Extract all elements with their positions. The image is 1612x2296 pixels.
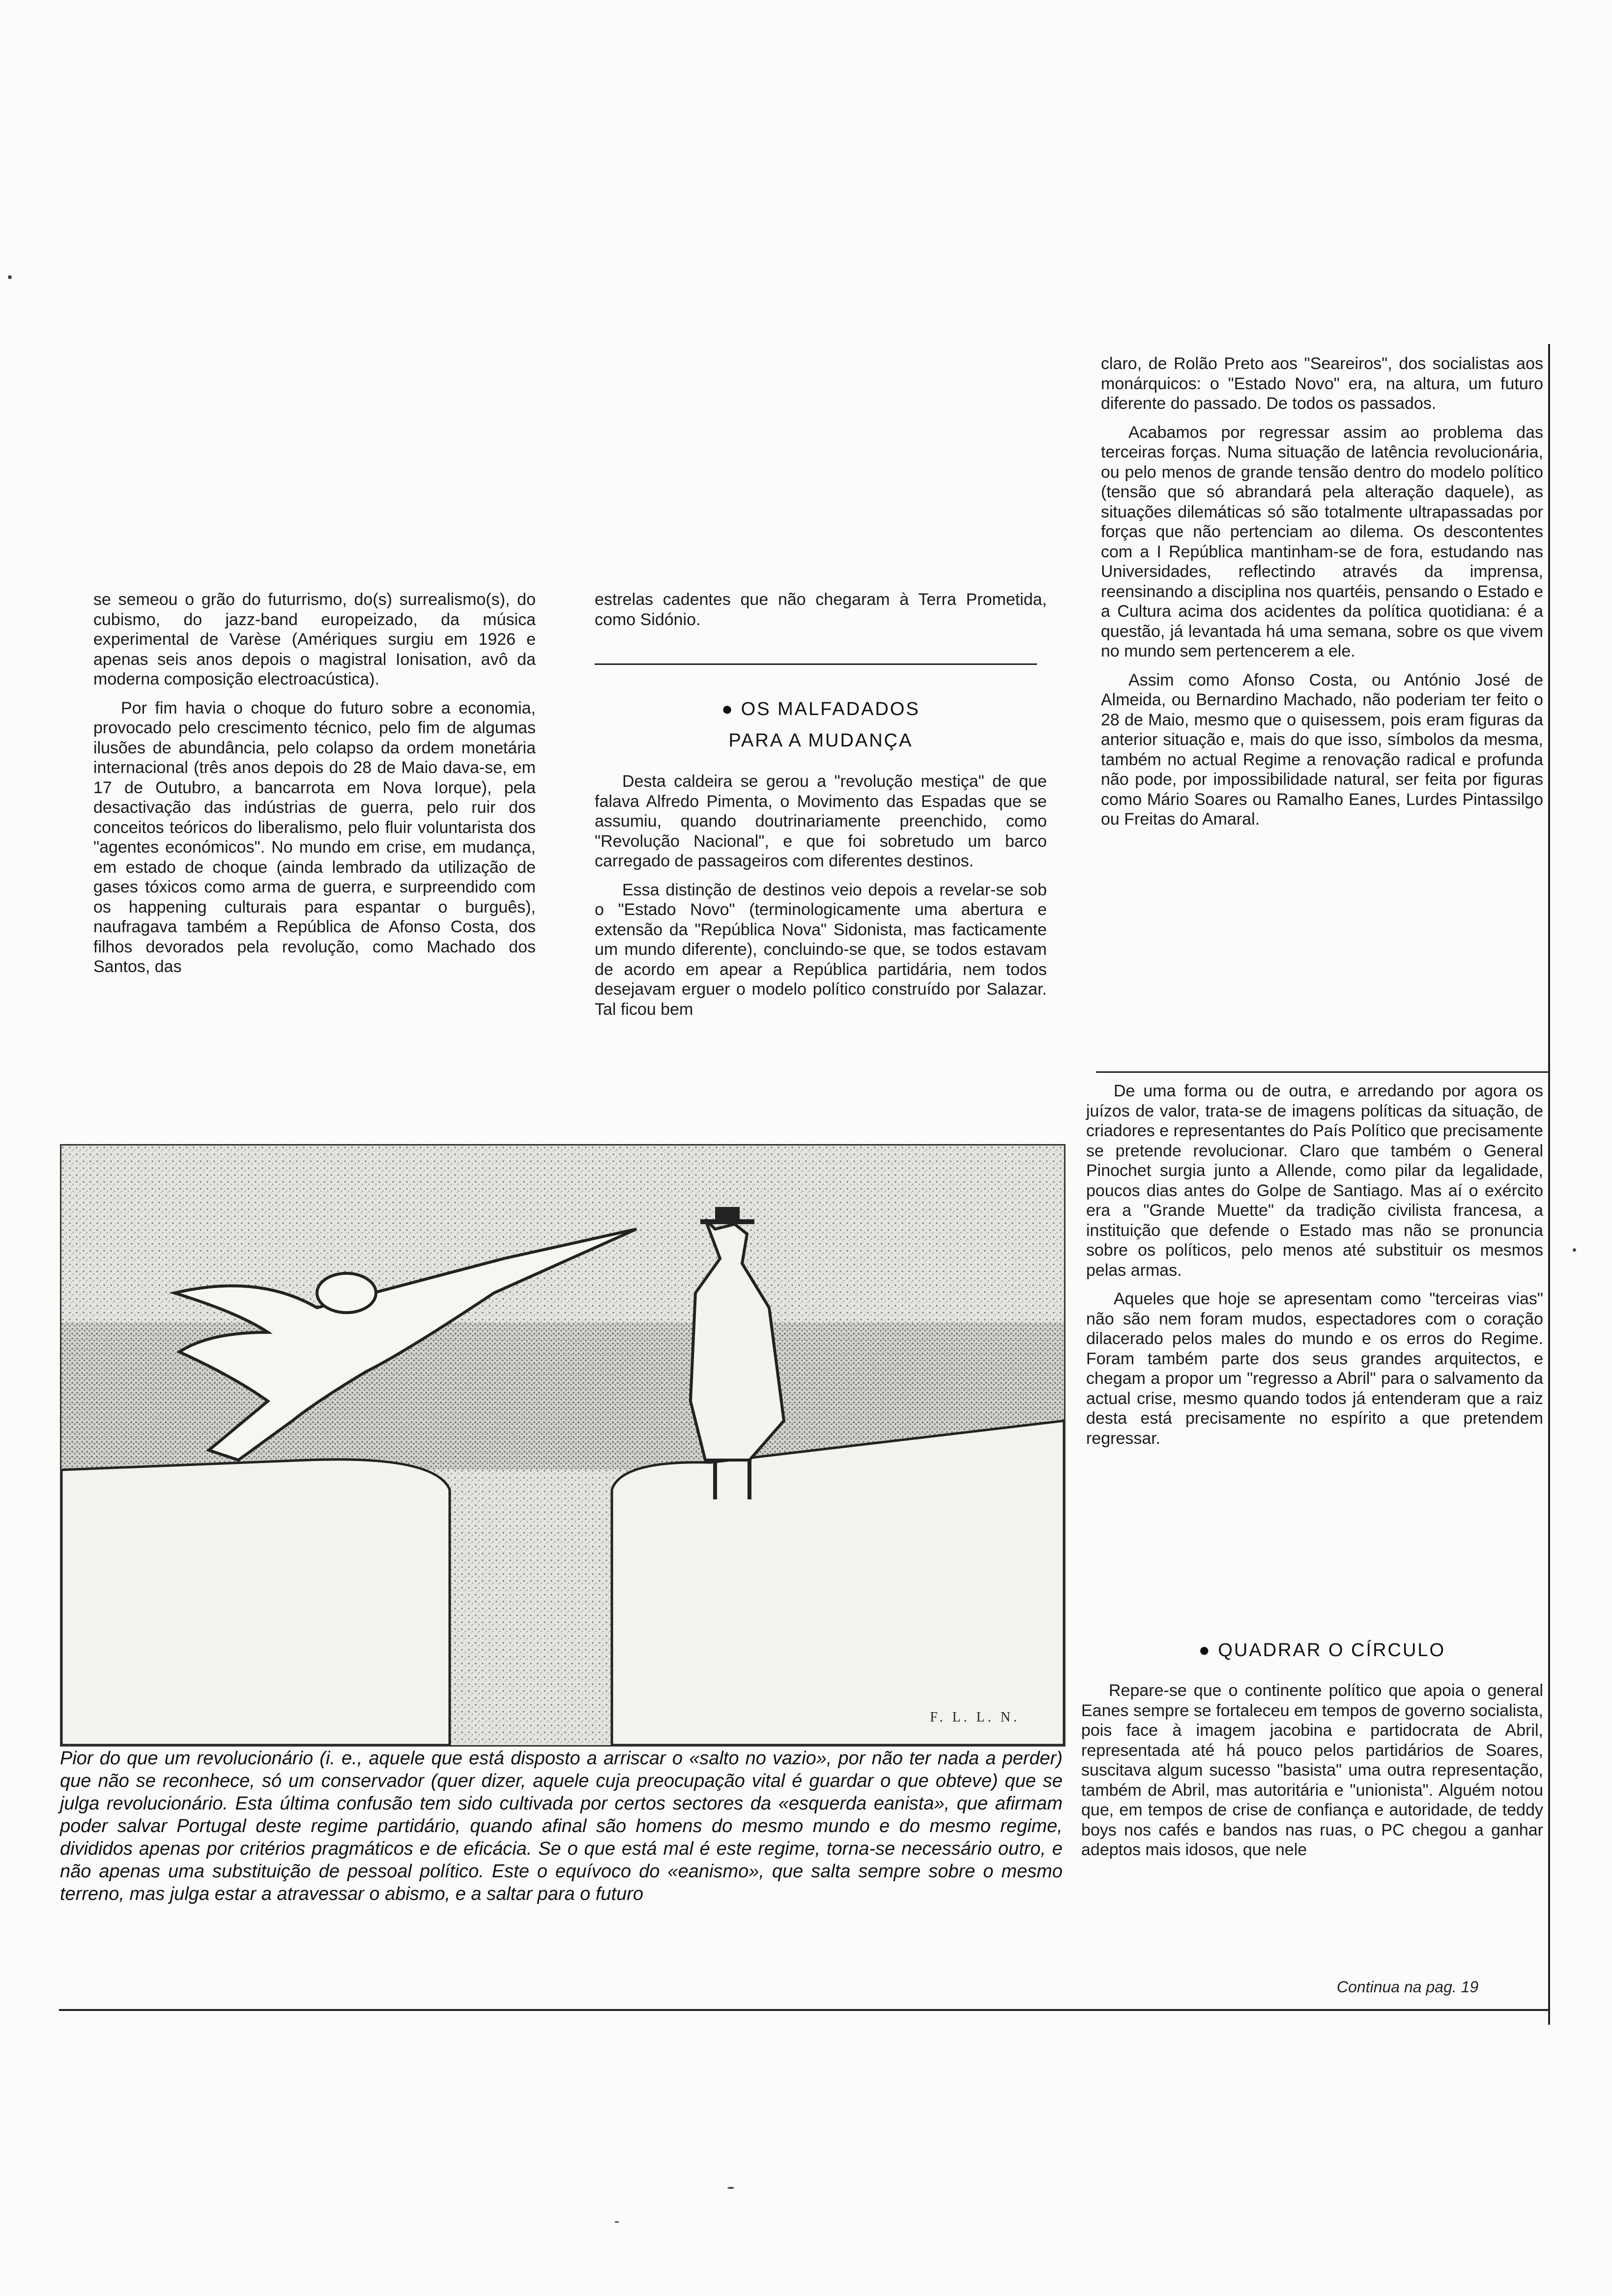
paragraph: Essa distinção de destinos veio depois a revelar-se sob o "Estado Novo" (terminologicamente uma abertura e extensão da "República Nova" Sidonista, mas facticamente um mundo diferente), concluindo-se que, se todos estavam de acordo em apear a República partidária, nem todos desejavam erguer o modelo político construído por Salazar. Tal ficou bem [595, 880, 1047, 1019]
right-column-divider [1096, 1071, 1548, 1073]
scan-speck [8, 275, 12, 279]
column-middle-body [595, 772, 1047, 1028]
scan-speck [1573, 1248, 1576, 1252]
heading-line: ● OS MALFADADOS [721, 699, 920, 719]
scan-speck [727, 2187, 734, 2189]
scan-speck [614, 2221, 619, 2223]
cartoon-drawing [61, 1146, 1064, 1745]
paragraph: Aqueles que hoje se apresentam como "terceiras vias" não são nem foram mudos, espectadores com o coração dilacerado pelos males do mundo e os erros do Regime. Foram também parte dos seus grandes arquitectos, e chegam a propor um "regresso a Abril" para o salvamento da actual crise, mesmo quando todos já entenderam que a raiz desta está precisamente no espírito a que pretendem regressar. [1086, 1290, 1543, 1448]
paragraph: se semeou o grão do futurrismo, do(s) surrealismo(s), do cubismo, do jazz-band europeizado, da música experimental de Varèse (Amériques surgiu em 1926 e apenas seis anos depois o magistral Ionisation, avô da moderna composição electroacústica). [93, 590, 536, 689]
section-heading-quadrar [1101, 1639, 1543, 1670]
paragraph: Acabamos por regressar assim ao problema das terceiras forças. Numa situação de latência revolucionária, ou pelo menos de grande tensão dentro do modelo político (tensão que só abrandará pela alteração daquele), as situações dilemáticas só são totalmente ultrapassadas por forças que não pertenciam ao dilema. Os descontentes com a I República mantinham-se de fora, estudando nas Universidades, reflectindo através da imprensa, reensinando a disciplina nos quartéis, pensando o Estado e a Cultura acima dos acidentes da política quotidiana: é a questão, já levantada há uma semana, sobre os que vivem no mundo sem pertencerem a ele. [1101, 423, 1543, 660]
heading-line: ● QUADRAR O CÍRCULO [1198, 1640, 1446, 1661]
cartoon-illustration [60, 1144, 1065, 1747]
paragraph: estrelas cadentes que não chegaram à Terra Prometida, como Sidónio. [595, 590, 1047, 629]
paragraph: Repare-se que o continente político que apoia o general Eanes sempre se fortaleceu em tempos de governo socialista, pois face à imagem jacobina e partidocrata de Abril, representada até há pouco pelos partidários de Soares, suscitava algum sucesso "basista" uma outra representação, também de Abril, mas autoritária e "unionista". Alguém notou que, em tempos de crise de confiança e autoridade, de teddy boys nos cafés e bandos nas ruas, o PC chegou a ganhar adeptos mais idosos, que nele [1081, 1681, 1543, 1859]
continuation-note: Continua na pag. 19 [1337, 1978, 1479, 1996]
column-right-mid [1086, 1081, 1543, 1457]
column-divider [595, 663, 1037, 665]
column-left [93, 590, 536, 986]
bottom-rule [59, 2009, 1548, 2011]
paragraph: Desta caldeira se gerou a "revolução mestiça" de que falava Alfredo Pimenta, o Movimento das Espadas que se assumiu, quando doutrinariamente preenchido, como "Revolução Nacional", e que foi sobretudo um barco carregado de passageiros com diferentes destinos. [595, 772, 1047, 870]
illustration-caption: Pior do que um revolucionário (i. e., aquele que está disposto a arriscar o «salto no vazio», por não ter nada a perder) que não se reconhece, só um conservador (quer dizer, aquele cuja preocupação vital é guardar o que obteve) que se julga revolucionário. Esta última confusão tem sido cultivada por certos sectores da «esquerda eanista», que afirmam poder salvar Portugal deste regime partidário, quando afinal são homens do mesmo mundo e do mesmo regime, divididos apenas por critérios pragmáticos e de eficácia. Se o que está mal é este regime, torna-se necessário outro, e não apenas uma substituição de pessoal político. Este o equívoco do «eanismo», que salta sempre sobre o mesmo terreno, mas julga estar a atravessar o abismo, e a saltar para o futuro [60, 1748, 1063, 1904]
illustrator-signature: F. L. L. N. [930, 1710, 1020, 1725]
paragraph: claro, de Rolão Preto aos "Seareiros", dos socialistas aos monárquicos: o "Estado Novo" era, na altura, um futuro diferente do passado. De todos os passados. [1101, 354, 1543, 413]
section-heading-malfadados [595, 698, 1047, 761]
paragraph: Assim como Afonso Costa, ou António José de Almeida, ou Bernardino Machado, não poderiam ter feito o 28 de Maio, mesmo que o quisessem, pois eram figuras da anterior situação e, mais do que isso, símbolos da mesma, também no actual Regime a renovação radical e profunda não pode, por impossibilidade natural, ser feita por figuras como Mário Soares ou Ramalho Eanes, Lurdes Pintassilgo ou Freitas do Amaral. [1101, 670, 1543, 829]
column-right-bottom [1081, 1681, 1543, 1869]
paragraph: Por fim havia o choque do futuro sobre a economia, provocado pelo crescimento técnico, pelo fim de algumas ilusões de abundância, pelo colapso da ordem monetária internacional (três anos depois do 28 de Maio dava-se, em 17 de Outubro, a bancarrota em Nova Iorque), pela desactivação das indústrias de guerra, pelo ruir dos conceitos teóricos do liberalismo, pelo fluir voluntarista dos "agentes económicos". No mundo em crise, em mudança, em estado de choque (ainda lembrado da utilização de gases tóxicos como arma de guerra, e surpreendido com os happening culturais para espantar o burguês), naufragava também a República de Afonso Costa, dos filhos devorados pela revolução, como Machado dos Santos, das [93, 698, 536, 976]
paragraph: De uma forma ou de outra, e arredando por agora os juízos de valor, trata-se de imagens políticas da situação, de criadores e representantes do País Político que precisamente se pretende revolucionar. Claro que também o General Pinochet surgia junto a Allende, como pilar da legalidade, poucos dias antes do Golpe de Santiago. Mas aí o exército era a "Grande Muette" da tradição civilista francesa, a instituição que defende o Estado mas não se pronuncia sobre os políticos, pelo menos até substituir os mesmos pelas armas. [1086, 1082, 1543, 1280]
column-middle [595, 590, 1047, 638]
heading-line: PARA A MUDANÇA [728, 730, 913, 751]
column-right-top [1101, 354, 1543, 838]
page-edge-rule [1548, 344, 1550, 2025]
